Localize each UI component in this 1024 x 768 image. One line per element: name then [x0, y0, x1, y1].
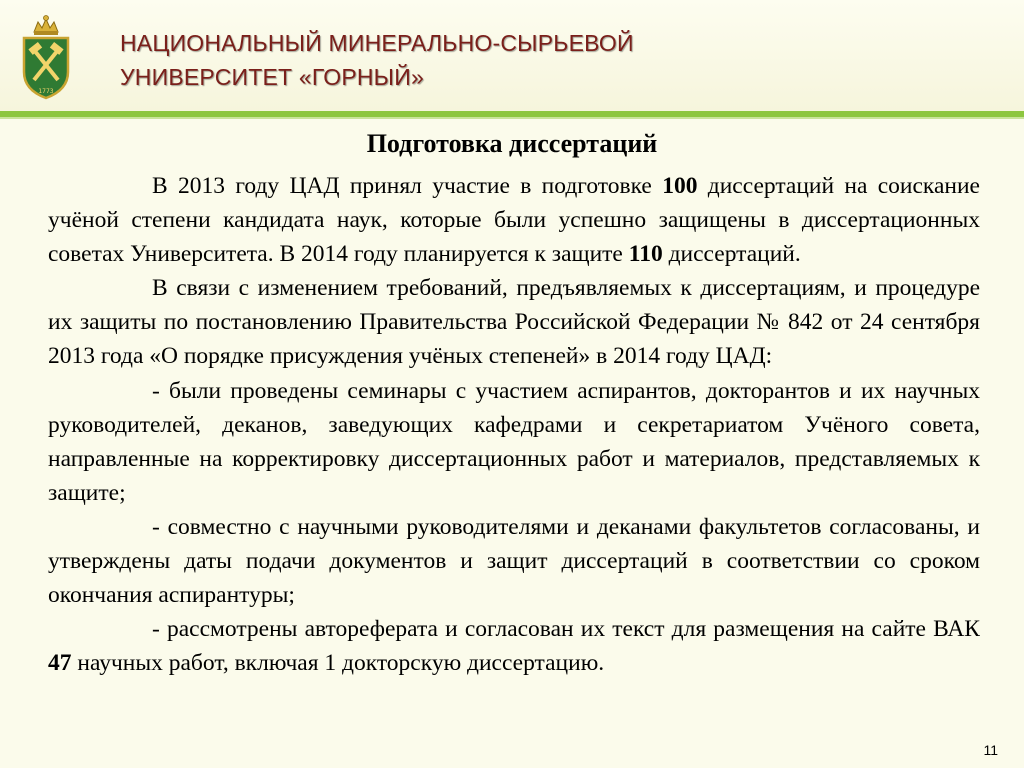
organization-name-line2: УНИВЕРСИТЕТ «ГОРНЫЙ» — [120, 64, 424, 90]
count-vak-works: 47 — [48, 650, 72, 677]
university-crest-icon — [20, 14, 72, 100]
slide-body — [48, 169, 980, 680]
header-divider-light — [0, 117, 1024, 119]
slide-title: Подготовка диссертаций — [366, 129, 658, 158]
slide-header — [0, 0, 1024, 112]
organization-name-line1: НАЦИОНАЛЬНЫЙ МИНЕРАЛЬНО-СЫРЬЕВОЙ — [120, 30, 634, 56]
count-2013: 100 — [662, 173, 698, 199]
paragraph-2013-results: В 2013 году ЦАД принял участие в подготовке 100 диссертаций на соискание учёной степени кандидата наук, которые были успешно защищены в диссертационных советах Университета. В 2014 году планируется к защите 110 диссертаций. — [48, 173, 980, 268]
count-2014: 110 — [628, 241, 663, 268]
list-item-abstracts: - рассмотрены автореферата и согласован их текст для размещения на сайте ВАК 47 научных работ, включая 1 докторскую диссертацию. — [48, 616, 980, 677]
list-item-dates-approved: - совместно с научными руководителями и деканами факультетов согласованы, и утверждены даты подачи документов и защит диссертаций в соответствии со сроком окончания аспирантуры; — [48, 513, 980, 609]
list-item-seminars: - были проведены семинары с участием аспирантов, докторантов и их научных руководителей, деканов, заведующих кафедрами и секретариатом Учёного совета, направленные на корректировку диссертационных работ и материалов, представляемых к защите; — [48, 377, 980, 506]
svg-text:1773: 1773 — [38, 88, 54, 95]
paragraph-regulation-changes: В связи с изменением требований, предъявляемых к диссертациям, и процедуре их защиты по постановлению Правительства Российской Федерации № 842 от 24 сентября 2013 года «О порядке присуждения учёных степеней» в 2014 году ЦАД: — [48, 275, 980, 370]
page-number: 11 — [983, 742, 998, 758]
organization-name — [120, 26, 634, 94]
